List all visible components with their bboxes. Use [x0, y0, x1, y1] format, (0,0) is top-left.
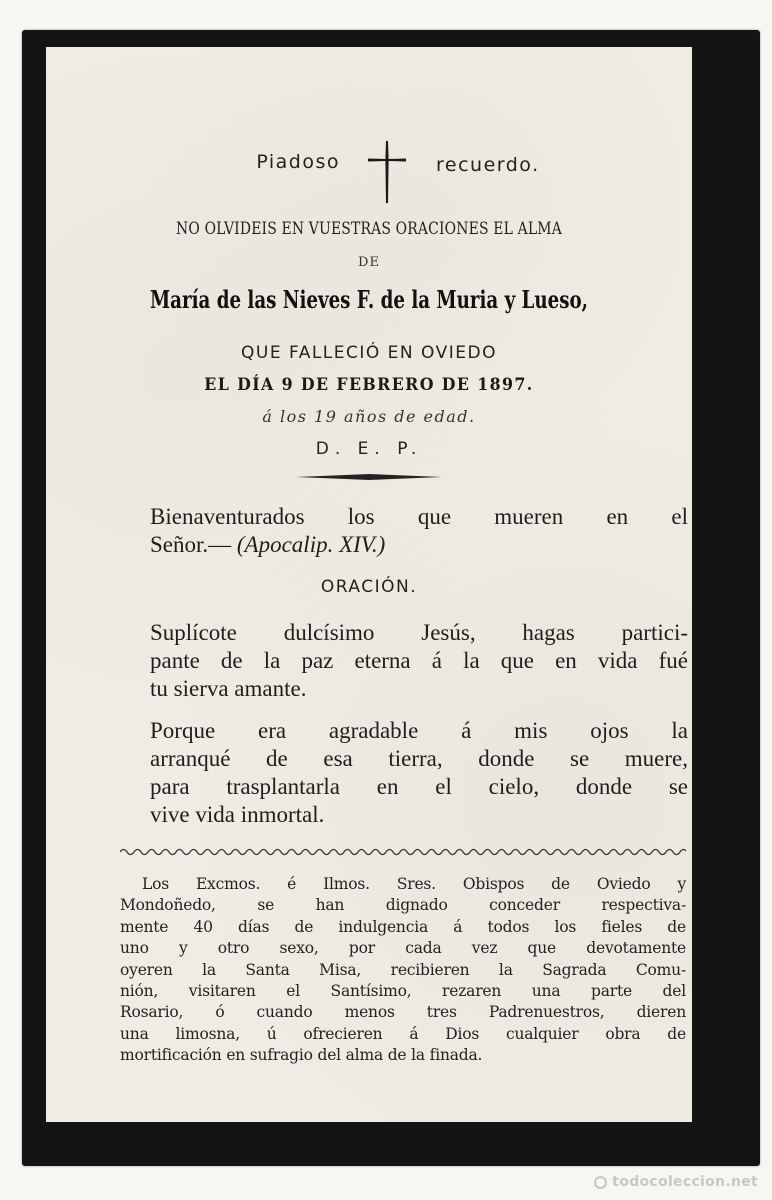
beatitude-paragraph [150, 503, 688, 559]
mourning-card [46, 47, 692, 1122]
indulgence-footnote [120, 874, 686, 1067]
prayer-p1-line-3: tu sierva amante. [150, 676, 307, 701]
intro-line: NO OLVIDEIS EN VUESTRAS ORACIONES EL ALMA [176, 219, 562, 239]
beatitude-line-2 [150, 531, 688, 559]
age-line: á los 19 años de edad. [262, 407, 476, 426]
prayer-p1-line-1: Suplícote dulcísimo Jesús, hagas partici- [150, 620, 688, 645]
prayer-p2-line-3: para trasplantarla en el cielo, donde se [150, 774, 688, 799]
header-left-word: Piadoso [256, 151, 340, 173]
footnote-line: Los Excmos. é Ilmos. Sres. Obispos de Oviedo y [142, 875, 686, 893]
prayer-paragraph-1 [150, 619, 688, 703]
header-right-word: recuerdo. [436, 154, 540, 176]
prayer-p2-line-2: arranqué de esa tierra, donde se muere, [150, 746, 688, 771]
prayer-heading: ORACIÓN. [320, 577, 418, 597]
footnote-line: mente 40 días de indulgencia á todos los fieles de [120, 917, 686, 936]
ornamental-divider [294, 472, 444, 482]
prayer-p2-line-4: vive vida inmortal. [150, 802, 325, 827]
footnote-line: una limosna, ú ofrecieren á Dios cualquier obra de [120, 1024, 686, 1043]
card-header [46, 137, 692, 207]
footnote-line: nión, visitaren el Santísimo, rezaren una parte del [120, 981, 686, 1000]
footnote-line: uno y otro sexo, por cada vez que devotamente [120, 939, 686, 958]
watermark-text: todocoleccion.net [612, 1174, 758, 1190]
wavy-rule [120, 845, 686, 859]
footnote-line: mortificación en sufragio del alma de la finada. [120, 1046, 483, 1065]
died-in-line: QUE FALLECIÓ EN OVIEDO [241, 343, 497, 363]
date-line: EL DÍA 9 DE FEBRERO DE 1897. [204, 375, 534, 395]
footnote-line: oyeren la Santa Misa, recibieren la Sagrada Comu- [120, 960, 686, 979]
latin-cross-icon [362, 137, 412, 207]
prayer-p2-line-1: Porque era agradable á mis ojos la [150, 718, 688, 743]
prayer-p1-line-2: pante de la paz eterna á la que en vida fué [150, 648, 688, 673]
watermark-logo-icon [594, 1176, 607, 1189]
beatitude-text: Señor.— [150, 532, 237, 557]
beatitude-line-1: Bienaventurados los que mueren en el [150, 504, 688, 529]
deceased-name: María de las Nieves F. de la Muria y Lueso, [149, 285, 589, 314]
watermark [594, 1174, 758, 1190]
footnote-line: Rosario, ó cuando menos tres Padrenuestros, dieren [120, 1003, 686, 1022]
prayer-paragraph-2 [150, 717, 688, 829]
footnote-line: Mondoñedo, se han dignado conceder respectiva- [120, 896, 686, 915]
de-line: DE [358, 255, 380, 270]
beatitude-citation: (Apocalip. XIV.) [236, 532, 386, 557]
dep-line: D. E. P. [315, 439, 423, 459]
